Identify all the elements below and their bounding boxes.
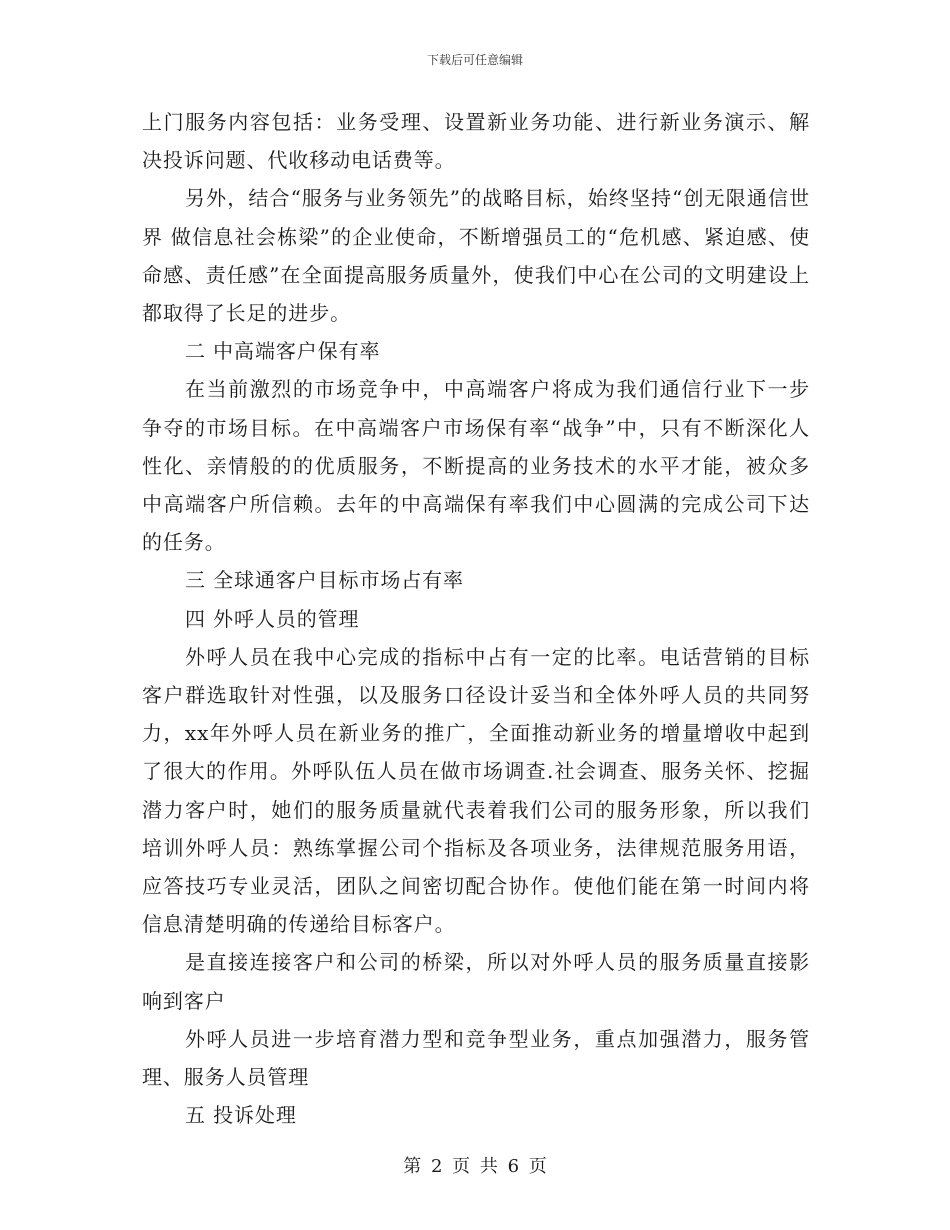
paragraph-potential-business: 外呼人员进一步培育潜力型和竞争型业务，重点加强潜力，服务管理、服务人员管理 bbox=[142, 1026, 810, 1090]
document-body bbox=[142, 103, 810, 1134]
paragraph-strategy: 另外，结合“服务与业务领先”的战略目标，始终坚持“创无限通信世界 做信息社会栋梁”的企业使命，不断增强员工的“危机感、紧迫感、使命感、责任感”在全面提高服务质量外，使我们中心在公司的文明建设上都取得了长足的进步。 bbox=[142, 186, 810, 326]
section-heading-2: 二 中高端客户保有率 bbox=[185, 339, 381, 364]
section-heading-4: 四 外呼人员的管理 bbox=[185, 606, 360, 631]
paragraph-outbound-staff: 外呼人员在我中心完成的指标中占有一定的比率。电话营销的目标客户群选取针对性强，以及服务口径设计妥当和全体外呼人员的共同努力，xx年外呼人员在新业务的推广，全面推动新业务的增量增收中起到了很大的作用。外呼队伍人员在做市场调查.社会调查、服务关怀、挖掘潜力客户时，她们的服务质量就代表着我们公司的服务形象，所以我们培训外呼人员：熟练掌握公司个指标及各项业务，法律规范服务用语，应答技巧专业灵活，团队之间密切配合协作。使他们能在第一时间内将信息清楚明确的传递给目标客户。 bbox=[142, 644, 810, 937]
paragraph-service-content: 上门服务内容包括：业务受理、设置新业务功能、进行新业务演示、解决投诉问题、代收移动电话费等。 bbox=[142, 110, 810, 173]
section-heading-3: 三 全球通客户目标市场占有率 bbox=[185, 568, 464, 593]
page-header-note: 下载后可任意编辑 bbox=[426, 53, 523, 67]
paragraph-bridge: 是直接连接客户和公司的桥梁，所以对外呼人员的服务质量直接影响到客户 bbox=[142, 950, 810, 1013]
section-heading-5: 五 投诉处理 bbox=[185, 1103, 297, 1128]
page-number: 第 2 页 共 6 页 bbox=[403, 1156, 547, 1177]
paragraph-high-end-customers: 在当前激烈的市场竞争中，中高端客户将成为我们通信行业下一步争夺的市场目标。在中高端客户市场保有率“战争”中，只有不断深化人性化、亲情般的的优质服务，不断提高的业务技术的水平才能，被众多中高端客户所信赖。去年的中高端保有率我们中心圆满的完成公司下达的任务。 bbox=[142, 377, 810, 555]
